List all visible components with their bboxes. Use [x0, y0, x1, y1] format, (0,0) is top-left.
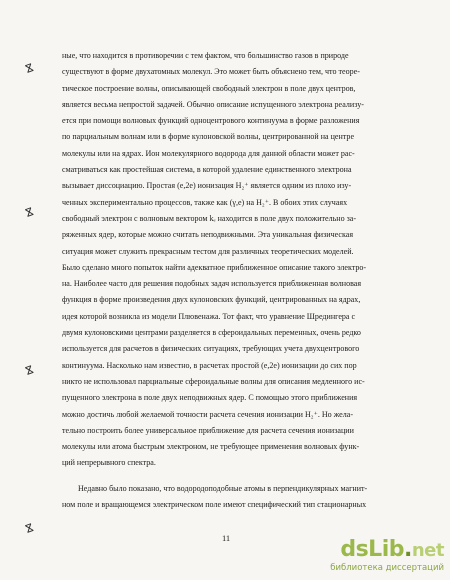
watermark-logo-dot: .: [404, 537, 412, 562]
watermark-subtitle: библиотека диссертаций: [330, 563, 444, 573]
text-line: можно достичь любой желаемой точности расчета сечения ионизации H₂⁺. Но жела-: [62, 409, 354, 419]
paragraph-gap: [62, 472, 398, 481]
text-line: Было сделано много попыток найти адекватное приближенное описание такого электро-: [62, 262, 367, 272]
text-line: функция в форме произведения двух кулоновских функций, центрированных на ядрах,: [62, 295, 361, 305]
text-line: пущенного электрона в поле двух неподвижных ядер. С помощью этого приближения: [62, 393, 358, 403]
page-number: 11: [222, 533, 231, 543]
text-line: Недавно было показано, что водородоподобные атомы в перпендикулярных магнит-: [78, 483, 368, 493]
text-line: ется при помощи волновых функций одноцентрового континуума в форме разложения: [62, 116, 360, 126]
text-line: используется для расчетов в физических ситуациях, требующих учета двухцентрового: [62, 344, 360, 354]
text-line: идея которой возникла из модели Плювенажа. Тот факт, что уравнение Шредингера с: [62, 311, 356, 321]
margin-scribble-icon: ⴵ: [23, 363, 36, 378]
text-line: сматриваться как простейшая система, в которой удаление единственного электрона: [62, 165, 352, 175]
text-line: ные, что находится в противоречии с тем фактом, что большинство газов в природе: [62, 51, 349, 60]
text-line: молекулы или на ядрах. Ион молекулярного водорода для данной области может рас-: [62, 148, 355, 158]
text-line: континуума. Насколько нам известно, в расчетах простой (e,2e) ионизации до сих пор: [62, 360, 357, 370]
text-line: молекулы или атома быстрым электроном, не требующее применения волновых функ-: [62, 442, 360, 452]
text-line: никто не использовал парциальные сфероидальные волны для описания медленного ис-: [62, 376, 365, 386]
text-line: ций непрерывного спектра.: [62, 458, 156, 468]
text-line: двумя кулоновскими центрами разделяется в сфероидальных переменных, очень редко: [62, 328, 361, 338]
text-line: свободный электрон с волновым вектором kₑ находится в поле двух положительно за-: [62, 213, 357, 223]
margin-scribble-icon: ⴵ: [23, 205, 36, 220]
text-line: вызывает диссоциацию. Простая (e,2e) ионизация H₂⁺ является одним из плохо изу-: [62, 181, 352, 191]
margin-scribble-icon: ⴵ: [23, 521, 36, 536]
text-line: по парциальным волнам или в форме кулоновской волны, центрированной на центре: [62, 132, 355, 142]
text-line: тическое построение волны, описывающей свободный электрон в поле двух центров,: [62, 83, 356, 93]
text-line: существуют в форме двухатомных молекул. Это может быть объяснено тем, что теоре-: [62, 67, 360, 77]
text-line: тельно построить более универсальное приближение для расчета сечения ионизации: [62, 425, 354, 435]
text-line: ченных экспериментально процессов, также как (γ,e) на H₂⁺. В обоих этих случаях: [62, 197, 348, 207]
text-line: является весьма непростой задачей. Обычно описание испущенного электрона реализу-: [62, 99, 364, 109]
text-line: ряженных ядер, которые можно считать неподвижными. Эта уникальная физическая: [62, 230, 354, 240]
body-text: [62, 48, 398, 513]
watermark-logo: [340, 538, 444, 563]
text-line: ном поле и вращающемся электрическом поле имеют специфический тип стационарных: [62, 500, 367, 510]
text-line: ситуация может служить прекрасным тестом для различных теоретических моделей.: [62, 246, 354, 256]
watermark: [330, 537, 444, 576]
margin-scribble-icon: ⴵ: [23, 61, 36, 76]
watermark-logo-tld: net: [411, 540, 444, 561]
text-line: на. Наиболее часто для решения подобных задач используется приближенная волновая: [62, 279, 362, 289]
watermark-logo-main: dsLib: [340, 537, 404, 562]
